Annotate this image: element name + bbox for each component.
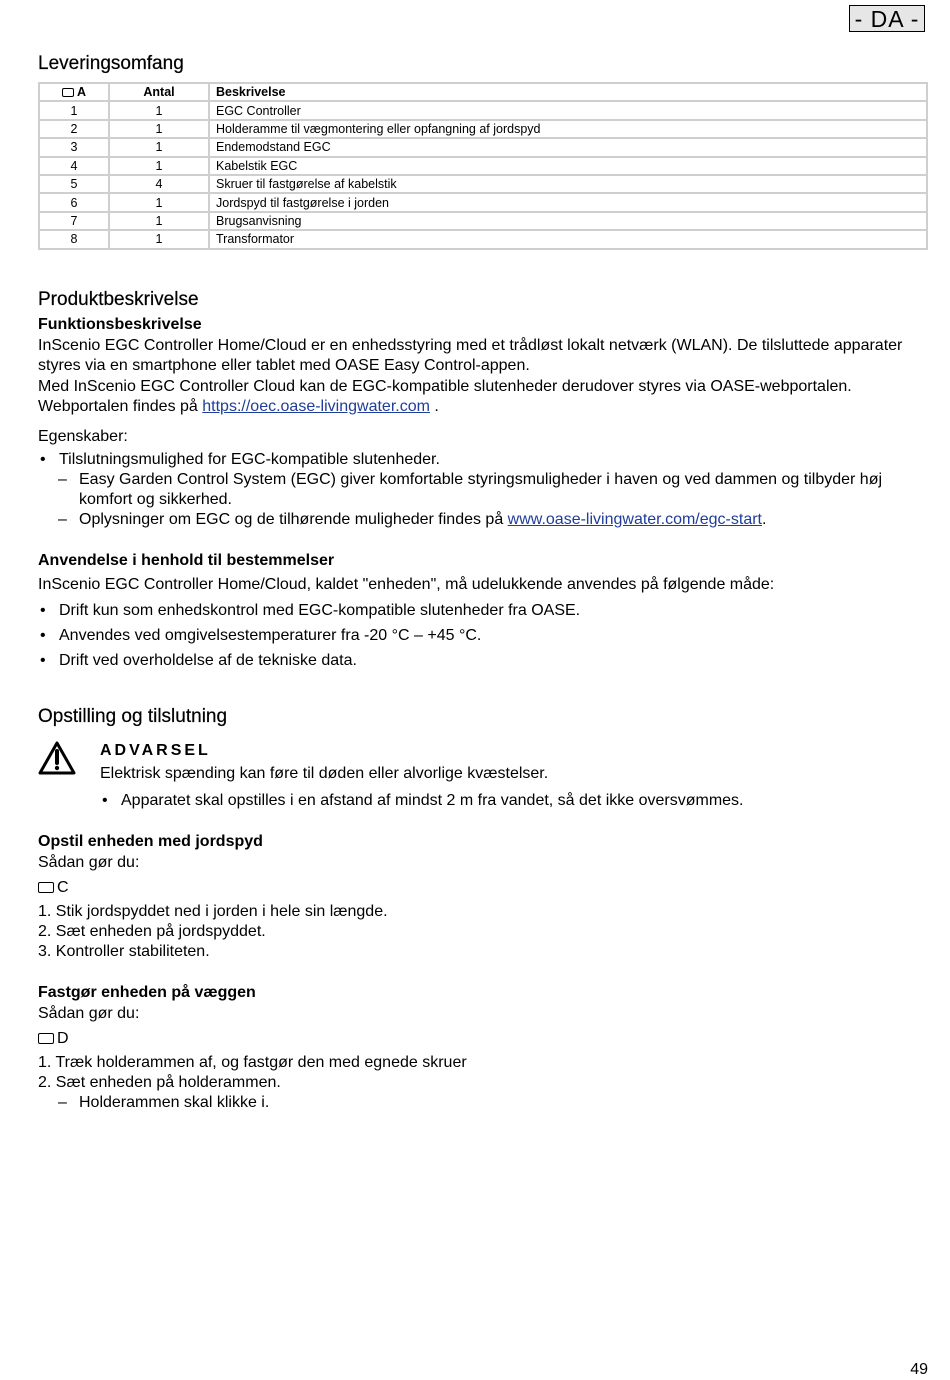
function-paragraph-2: Med InScenio EGC Controller Cloud kan de EGC-kompatible slutenheder derudover styres via OASE-webportalen. Webportalen findes på https://oec.oase-livingwater.com .: [38, 377, 852, 415]
page-number: 49: [910, 1361, 928, 1378]
function-paragraph-1: InScenio EGC Controller Home/Cloud er en enhedsstyring med et trådløst lokalt netværk (WLAN). De tilsluttede apparater styres via en smartphone eller tablet med OASE Easy Control-appen.: [38, 336, 903, 374]
ground-steps: [38, 902, 928, 962]
features-label: Egenskaber:: [38, 427, 128, 445]
col-a-header: A: [39, 83, 109, 101]
list-item: • Drift kun som enhedskontrol med EGC-kompatible slutenheder fra OASE.: [38, 601, 928, 621]
figure-box-icon: [62, 88, 74, 97]
figure-box-icon: [38, 882, 54, 893]
warning-triangle-icon: [38, 741, 76, 775]
warning-list: [100, 791, 928, 811]
list-item: • Tilslutningsmulighed for EGC-kompatible slutenheder.: [38, 450, 928, 470]
language-badge: - DA -: [849, 5, 925, 32]
list-item: 1. Træk holderammen af, og fastgør den med egnede skruer: [38, 1053, 467, 1071]
figure-box-icon: [38, 1033, 54, 1044]
table-row: 6 1 Jordspyd til fastgørelse i jorden: [39, 193, 927, 211]
list-item: – Oplysninger om EGC og de tilhørende muligheder findes på www.oase-livingwater.com/egc-start.: [58, 510, 928, 530]
table-row: 8 1 Transformator: [39, 230, 927, 248]
table-row: 1 1 EGC Controller: [39, 101, 927, 119]
list-item: 2. Sæt enheden på jordspyddet.: [38, 922, 266, 940]
table-row: 5 4 Skruer til fastgørelse af kabelstik: [39, 175, 927, 193]
warning-title: ADVARSEL: [100, 741, 211, 759]
webportal-link[interactable]: https://oec.oase-livingwater.com: [202, 397, 430, 415]
table-row: 3 1 Endemodstand EGC: [39, 138, 927, 156]
product-title: Produktbeskrivelse: [38, 288, 199, 310]
list-item: – Easy Garden Control System (EGC) giver komfortable styringsmuligheder i haven og ved dammen og tilbyder høj komfort og sikkerhed.: [58, 470, 928, 510]
table-row: 7 1 Brugsanvisning: [39, 212, 927, 230]
delivery-table: [38, 82, 928, 250]
wall-intro: Sådan gør du:: [38, 1004, 140, 1022]
function-title: Funktionsbeskrivelse: [38, 315, 202, 333]
wall-figure-ref: D: [38, 1029, 928, 1049]
features-sublist: [38, 470, 928, 530]
warning-block: [38, 741, 928, 811]
table-row: 4 1 Kabelstik EGC: [39, 157, 927, 175]
warning-text: Elektrisk spænding kan føre til døden eller alvorlige kvæstelser.: [100, 764, 549, 782]
features-list: [38, 450, 928, 470]
wall-title: Fastgør enheden på væggen: [38, 983, 256, 1001]
list-item: – Holderammen skal klikke i.: [58, 1093, 928, 1113]
list-item: 3. Kontroller stabiliteten.: [38, 942, 210, 960]
list-item: 1. Stik jordspyddet ned i jorden i hele sin længde.: [38, 902, 388, 920]
wall-steps: [38, 1053, 928, 1093]
table-header-row: [39, 83, 927, 101]
col-beskrivelse-header: Beskrivelse: [209, 83, 927, 101]
list-item: • Drift ved overholdelse af de tekniske data.: [38, 651, 928, 671]
page-content: [38, 52, 928, 1113]
list-item: • Apparatet skal opstilles i en afstand af mindst 2 m fra vandet, så det ikke oversvømmes.: [100, 791, 928, 811]
setup-title: Opstilling og tilslutning: [38, 705, 228, 727]
wall-sublist: [38, 1093, 928, 1113]
usage-title: Anvendelse i henhold til bestemmelser: [38, 551, 335, 569]
ground-title: Opstil enheden med jordspyd: [38, 832, 263, 850]
ground-intro: Sådan gør du:: [38, 853, 140, 871]
list-item: 2. Sæt enheden på holderammen.: [38, 1073, 281, 1091]
egc-start-link[interactable]: www.oase-livingwater.com/egc-start: [507, 510, 762, 528]
usage-intro: InScenio EGC Controller Home/Cloud, kaldet "enheden", må udelukkende anvendes på følgende måde:: [38, 575, 775, 593]
list-item: • Anvendes ved omgivelsestemperaturer fra -20 °C – +45 °C.: [38, 626, 928, 646]
col-antal-header: Antal: [109, 83, 209, 101]
ground-figure-ref: C: [38, 878, 928, 898]
delivery-title: Leveringsomfang: [38, 53, 184, 74]
usage-list: [38, 601, 928, 671]
table-row: 2 1 Holderamme til vægmontering eller opfangning af jordspyd: [39, 120, 927, 138]
